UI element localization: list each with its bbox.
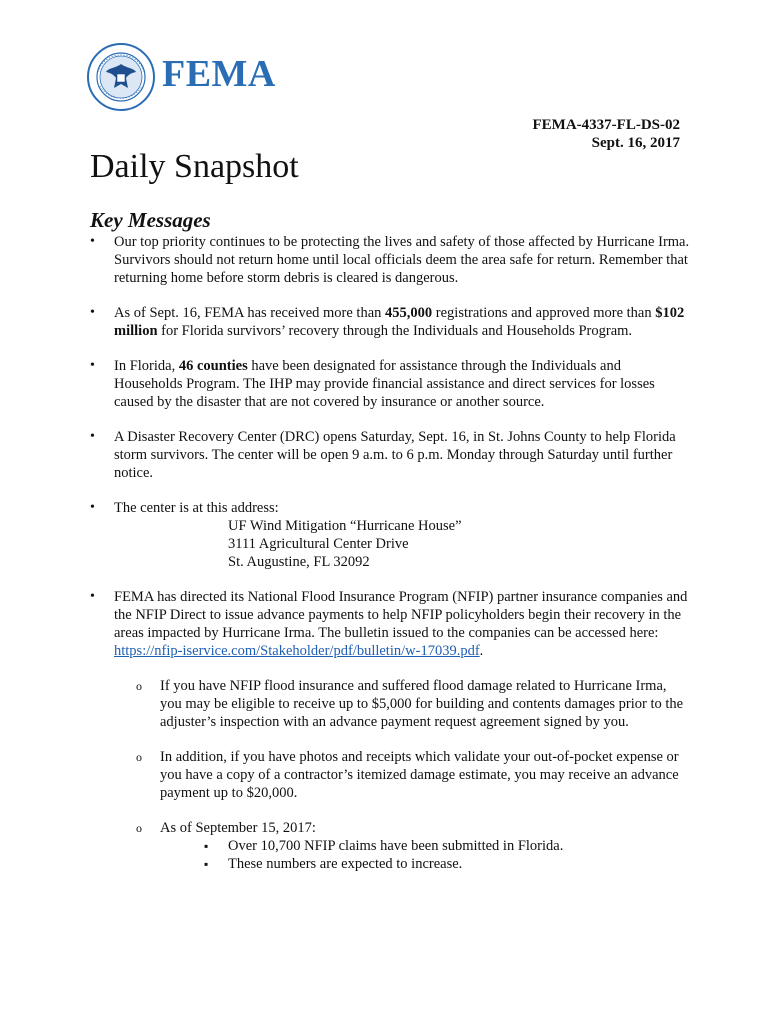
address-line: 3111 Agricultural Center Drive (228, 536, 409, 552)
fema-logo (86, 42, 276, 112)
registrations-count: 455,000 (385, 305, 433, 321)
bullet-text: registrations and approved more than (432, 305, 656, 321)
sub-item-text: As of September 15, 2017: (160, 820, 316, 836)
approved-amount: $102 million (114, 305, 685, 339)
bullet-text: for Florida survivors’ recovery through the Individuals and Households Program. (157, 323, 633, 339)
sub-list-item (114, 748, 690, 802)
bullet-text: have been designated for assistance through the Individuals and Households Program. The IHP may provide financial assistance and direct services for losses caused by the disaster that are not covered by insurance or another source. (114, 358, 655, 410)
document-id-block (533, 116, 680, 152)
nested-list-item: ▪ Over 10,700 NFIP claims have been submitted in Florida. (160, 837, 690, 855)
nested-list (160, 837, 690, 873)
section-heading: Key Messages (90, 208, 211, 232)
address-line: St. Augustine, FL 32092 (228, 554, 370, 570)
bullet-list (90, 233, 690, 873)
key-messages (90, 233, 690, 890)
sub-list-item (114, 677, 690, 731)
sub-list-item (114, 819, 690, 873)
counties-count: 46 counties (178, 358, 248, 374)
sub-list (114, 677, 690, 873)
address-line: UF Wind Mitigation “Hurricane House” (228, 518, 462, 534)
page-title: Daily Snapshot (90, 148, 299, 185)
bullet-text: The center is at this address: (114, 500, 279, 516)
dhs-seal-icon (86, 42, 156, 112)
sub-item-text: In addition, if you have photos and receipts which validate your out-of-pocket expense or you have a copy of a contractor’s itemized damage estimate, you may receive an advance payment up to $20,000. (160, 749, 679, 801)
list-item (90, 499, 690, 571)
list-item (90, 357, 690, 411)
bullet-text: . (479, 643, 484, 659)
nested-list-item: ▪ These numbers are expected to increase. (160, 855, 690, 873)
bullet-text: A Disaster Recovery Center (DRC) opens Saturday, Sept. 16, in St. Johns County to help Florida storm survivors. The center will be open 9 a.m. to 6 p.m. Monday through Saturday until further notice. (114, 429, 676, 481)
document-id: FEMA-4337-FL-DS-02 (532, 117, 680, 133)
bullet-text: In Florida, (114, 358, 179, 374)
list-item (90, 428, 690, 482)
list-item (90, 304, 690, 340)
bullet-text: Our top priority continues to be protecting the lives and safety of those affected by Hurricane Irma. Survivors should not return home until local officials deem the area safe for return. Remember that returning home before storm debris is cleared is dangerous. (114, 234, 690, 286)
list-item (90, 588, 690, 873)
bullet-text: As of Sept. 16, FEMA has received more than (114, 305, 386, 321)
agency-name: FEMA (162, 53, 276, 95)
sub-item-text: If you have NFIP flood insurance and suffered flood damage related to Hurricane Irma, you may be eligible to receive up to $5,000 for building and contents damages prior to the adjuster’s inspection with an advance payment request agreement signed by you. (160, 678, 684, 730)
bulletin-link[interactable]: https://nfip-iservice.com/Stakeholder/pdf/bulletin/w-17039.pdf (114, 643, 480, 659)
center-address (114, 517, 690, 571)
document-date: Sept. 16, 2017 (591, 135, 680, 151)
list-item (90, 233, 690, 287)
bullet-text: FEMA has directed its National Flood Insurance Program (NFIP) partner insurance companies and the NFIP Direct to issue advance payments to help NFIP policyholders begin their recovery in the areas impacted by Hurricane Irma. The bulletin issued to the companies can be accessed here: (114, 589, 688, 641)
